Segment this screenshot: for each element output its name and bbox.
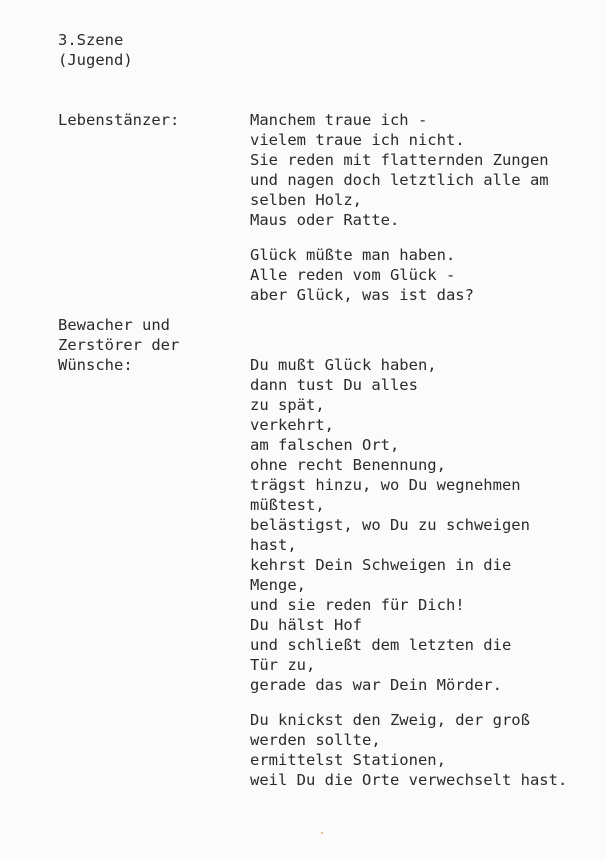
- verse-line: ermittelst Stationen,: [250, 751, 446, 769]
- speaker-bewacher-line: Bewacher und: [58, 316, 170, 334]
- verse-line: trägst hinzu, wo Du wegnehmen: [250, 476, 521, 494]
- verse-line: Sie reden mit flatternden Zungen: [250, 151, 549, 169]
- verse-line: Manchem traue ich -: [250, 111, 428, 129]
- paper-speck: [321, 832, 323, 834]
- verse-line: gerade das war Dein Mörder.: [250, 676, 502, 694]
- verse-line: aber Glück, was ist das?: [250, 286, 474, 304]
- scene-title: 3.Szene: [58, 31, 124, 49]
- verse-line: verkehrt,: [250, 416, 334, 434]
- verse-line: selben Holz,: [250, 191, 362, 209]
- verse-line: belästigst, wo Du zu schweigen: [250, 516, 530, 534]
- verse-line: kehrst Dein Schweigen in die: [250, 556, 512, 574]
- verse-line: Du hälst Hof: [250, 616, 362, 634]
- verse-line: und nagen doch letztlich alle am: [250, 171, 549, 189]
- verse-line: vielem traue ich nicht.: [250, 131, 465, 149]
- speaker-lebenstaenzer: Lebenstänzer:: [58, 111, 180, 129]
- verse-line: Du knickst den Zweig, der groß: [250, 711, 530, 729]
- scene-subtitle: (Jugend): [58, 51, 133, 69]
- verse-line: und sie reden für Dich!: [250, 596, 465, 614]
- speaker-bewacher-line: Zerstörer der: [58, 336, 180, 354]
- verse-line: Tür zu,: [250, 656, 316, 674]
- verse-line: am falschen Ort,: [250, 436, 400, 454]
- speaker-bewacher-line: Wünsche:: [58, 356, 133, 374]
- verse-line: Glück müßte man haben.: [250, 246, 456, 264]
- verse-line: ohne recht Benennung,: [250, 456, 446, 474]
- verse-line: Menge,: [250, 576, 306, 594]
- verse-line: Du mußt Glück haben,: [250, 356, 437, 374]
- verse-line: hast,: [250, 536, 297, 554]
- verse-line: zu spät,: [250, 396, 325, 414]
- verse-line: weil Du die Orte verwechselt hast.: [250, 771, 568, 789]
- verse-line: werden sollte,: [250, 731, 381, 749]
- verse-line: dann tust Du alles: [250, 376, 418, 394]
- verse-line: müßtest,: [250, 496, 325, 514]
- verse-line: Alle reden vom Glück -: [250, 266, 456, 284]
- verse-line: Maus oder Ratte.: [250, 211, 400, 229]
- verse-line: und schließt dem letzten die: [250, 636, 512, 654]
